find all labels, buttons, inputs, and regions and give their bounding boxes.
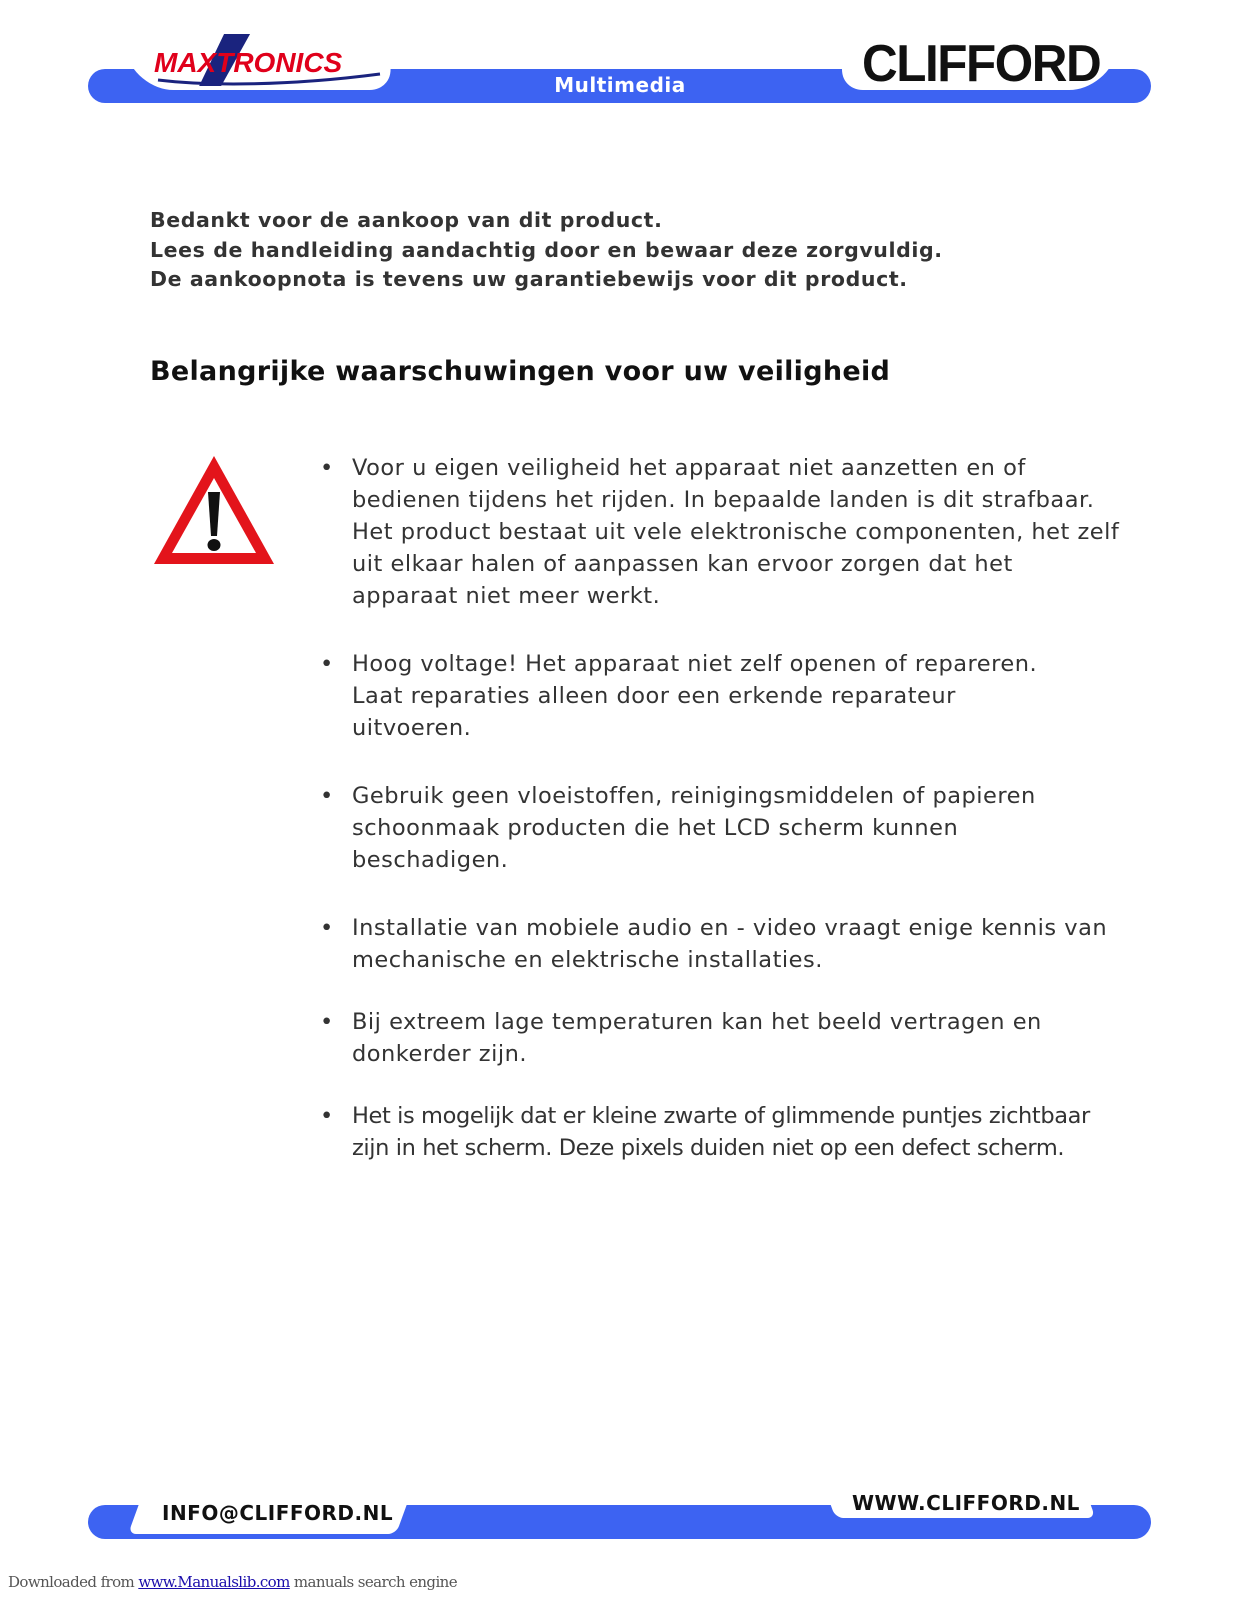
intro-line: Bedankt voor de aankoop van dit product. xyxy=(150,208,663,232)
list-item xyxy=(320,452,1120,612)
list-item-line: Gebruik geen vloeistoffen, reinigingsmiddelen of papieren xyxy=(352,783,1036,809)
list-item-line: uitvoeren. xyxy=(352,715,472,741)
list-item xyxy=(320,648,1120,744)
list-item xyxy=(320,912,1120,976)
footer-website[interactable]: WWW.CLIFFORD.NL xyxy=(852,1491,1080,1515)
list-item xyxy=(320,780,1120,876)
download-note xyxy=(8,1573,457,1591)
list-item-line: Voor u eigen veiligheid het apparaat niet aanzetten en of xyxy=(352,455,1026,481)
footer-email[interactable]: INFO@CLIFFORD.NL xyxy=(162,1501,394,1525)
list-item-line: beschadigen. xyxy=(352,847,509,873)
list-item-line: Hoog voltage! Het apparaat niet zelf openen of repareren. xyxy=(352,651,1038,677)
maxtronics-logo xyxy=(148,28,388,90)
download-note-prefix: Downloaded from xyxy=(8,1573,139,1591)
list-item-line: Installatie van mobiele audio en - video vraagt enige kennis van xyxy=(352,915,1108,941)
bullet-icon: • xyxy=(320,915,334,941)
list-item-line: Het is mogelijk dat er kleine zwarte of glimmende puntjes zichtbaar xyxy=(352,1103,1090,1129)
intro-line: De aankoopnota is tevens uw garantiebewijs voor dit product. xyxy=(150,267,908,291)
list-item-line: schoonmaak producten die het LCD scherm kunnen xyxy=(352,815,959,841)
bullet-icon: • xyxy=(320,1009,334,1035)
maxtronics-logo-text: MAXTRONICS xyxy=(154,47,343,78)
bullet-icon: • xyxy=(320,783,334,809)
warning-triangle-icon xyxy=(150,452,278,576)
bullet-icon: • xyxy=(320,1103,334,1129)
intro-text xyxy=(150,206,943,295)
safety-warnings-list xyxy=(320,452,1120,1164)
list-item-line: donkerder zijn. xyxy=(352,1041,527,1067)
list-item xyxy=(320,1006,1120,1070)
list-item-line: Bij extreem lage temperaturen kan het beeld vertragen en xyxy=(352,1009,1042,1035)
intro-line: Lees de handleiding aandachtig door en bewaar deze zorgvuldig. xyxy=(150,237,943,262)
clifford-logo: CLIFFORD xyxy=(862,35,1101,93)
bullet-icon: • xyxy=(320,651,334,677)
list-item xyxy=(320,1100,1120,1164)
section-heading: Belangrijke waarschuwingen voor uw veiligheid xyxy=(150,356,891,387)
list-item-line: uit elkaar halen of aanpassen kan ervoor zorgen dat het xyxy=(352,551,1013,577)
list-item-line: Laat reparaties alleen door een erkende reparateur xyxy=(352,683,956,709)
list-item-line: bedienen tijdens het rijden. In bepaalde landen is dit strafbaar. xyxy=(352,487,1095,513)
list-item-line: Het product bestaat uit vele elektronische componenten, het zelf xyxy=(352,519,1120,545)
header-title: Multimedia xyxy=(554,73,686,97)
list-item-line: apparaat niet meer werkt. xyxy=(352,583,661,609)
download-note-suffix: manuals search engine xyxy=(289,1573,457,1591)
bullet-icon: • xyxy=(320,455,334,481)
manualslib-link[interactable]: www.Manualslib.com xyxy=(138,1573,290,1591)
list-item-line: zijn in het scherm. Deze pixels duiden niet op een defect scherm. xyxy=(352,1135,1065,1161)
list-item-line: mechanische en elektrische installaties. xyxy=(352,947,823,973)
